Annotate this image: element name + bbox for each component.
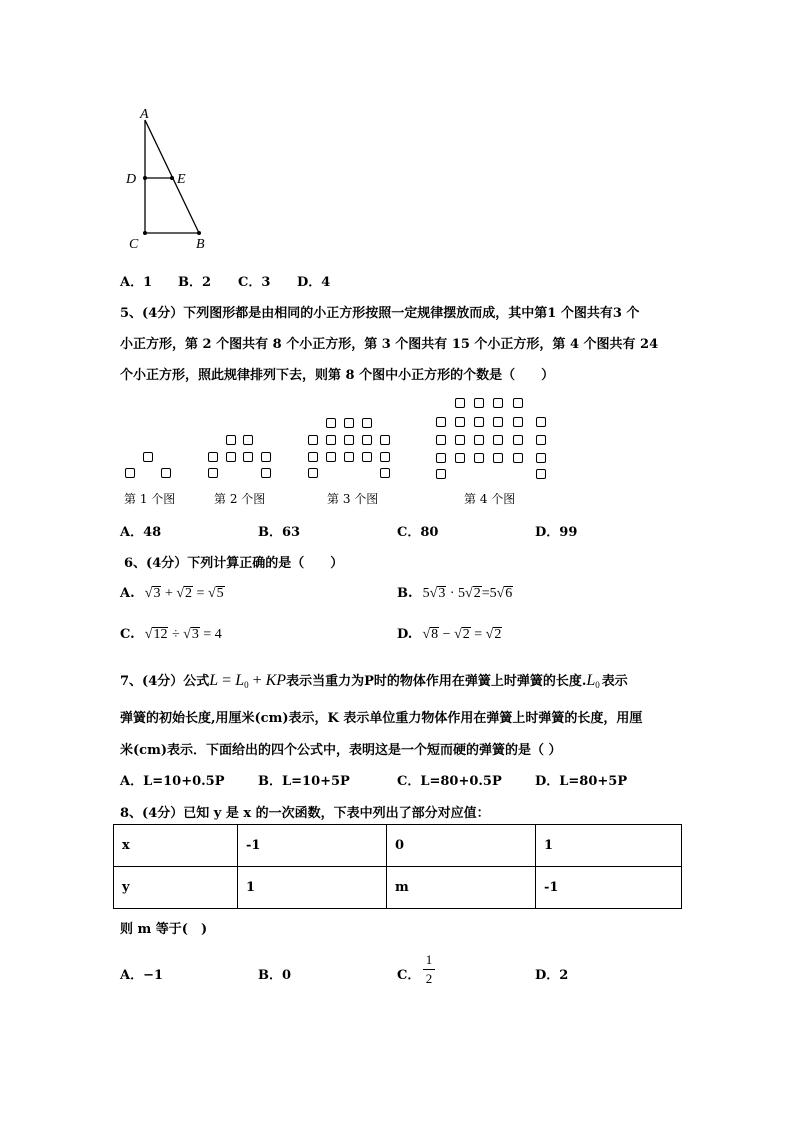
square xyxy=(436,469,446,479)
square xyxy=(125,468,135,478)
q5-stem-line2: 小正方形，第 2 个图共有 8 个小正方形，第 3 个图共有 15 个小正方形，第 4 个图共有 24 xyxy=(120,337,659,352)
square xyxy=(536,417,546,427)
square xyxy=(344,452,354,462)
square xyxy=(308,435,318,445)
q4-option-c[interactable]: C．3 xyxy=(238,275,271,290)
pattern-caption-4: 第 4 个图 xyxy=(464,492,516,506)
square xyxy=(513,398,523,408)
l0-sub: 0 xyxy=(595,680,600,690)
table-row xyxy=(114,867,682,909)
sqrt-icon: √8 xyxy=(422,627,439,642)
square xyxy=(380,435,390,445)
q8-option-c-label: C． xyxy=(397,968,421,983)
formula-l0: L xyxy=(235,672,245,689)
radicand: 5 xyxy=(216,586,224,601)
point-c xyxy=(143,231,147,235)
q6-option-a[interactable] xyxy=(120,586,225,602)
q4-option-d[interactable]: D．4 xyxy=(297,275,331,290)
point-e xyxy=(170,176,174,180)
square xyxy=(326,418,336,428)
q6-option-d[interactable] xyxy=(397,627,502,643)
radicand: 8 xyxy=(431,627,439,642)
table-cell: y xyxy=(114,867,238,909)
pattern-caption-1: 第 1 个图 xyxy=(124,492,176,506)
square xyxy=(308,452,318,462)
square xyxy=(208,468,218,478)
table-cell: x xyxy=(114,825,238,867)
square xyxy=(161,468,171,478)
radicand: 3 xyxy=(191,627,199,642)
square xyxy=(455,453,465,463)
square xyxy=(536,435,546,445)
square xyxy=(344,435,354,445)
radicand: 12 xyxy=(153,627,168,642)
square xyxy=(344,418,354,428)
coefficient: 5 xyxy=(458,586,466,601)
square xyxy=(436,417,446,427)
q8-question: 则 m 等于( ) xyxy=(120,922,208,937)
q5-option-d[interactable]: D．99 xyxy=(535,525,578,540)
square xyxy=(493,398,503,408)
q7-option-b[interactable]: B．L=10+5P xyxy=(258,774,350,789)
square xyxy=(261,452,271,462)
equals: =5 xyxy=(481,586,497,601)
coefficient: 5 xyxy=(422,586,430,601)
equals: = xyxy=(474,627,483,642)
square xyxy=(362,452,372,462)
label-b: B xyxy=(196,237,205,252)
square xyxy=(362,435,372,445)
q6-option-d-label: D. xyxy=(397,627,413,642)
sqrt-icon: √5 xyxy=(207,586,224,601)
operator: − xyxy=(442,627,451,642)
fraction-bar xyxy=(423,969,435,970)
point-d xyxy=(143,176,147,180)
q7-l0 xyxy=(586,672,599,689)
value-table xyxy=(113,824,682,909)
q7-option-d[interactable]: D．L=80+5P xyxy=(535,774,628,789)
square xyxy=(243,452,253,462)
sqrt-icon: √12 xyxy=(144,627,168,642)
square xyxy=(208,452,218,462)
label-c: C xyxy=(129,237,139,252)
sqrt-icon: √3 xyxy=(183,627,199,642)
square xyxy=(436,453,446,463)
radicand: 2 xyxy=(473,586,481,601)
radicand: 2 xyxy=(185,586,193,601)
sqrt-icon: √2 xyxy=(176,586,193,601)
q7-end: 表示 xyxy=(601,674,628,689)
square xyxy=(226,452,236,462)
l0-symbol: L xyxy=(586,672,596,689)
q7-mid: 表示当重力为P时的物体作用在弹簧上时弹簧的长度. xyxy=(286,674,587,689)
sqrt-icon: √6 xyxy=(496,586,513,601)
radicand: 3 xyxy=(153,586,161,601)
square xyxy=(536,469,546,479)
radicand: 2 xyxy=(494,627,502,642)
sqrt-icon: √3 xyxy=(144,586,161,601)
square xyxy=(513,453,523,463)
square xyxy=(436,435,446,445)
q7-option-c[interactable]: C．L=80+0.5P xyxy=(397,774,502,789)
q7-prefix: 7、(4分）公式 xyxy=(120,674,210,689)
point-b xyxy=(197,231,201,235)
square xyxy=(455,417,465,427)
q8-option-c[interactable] xyxy=(397,952,457,992)
pattern-caption-3: 第 3 个图 xyxy=(327,492,379,506)
q4-option-a[interactable]: A．1 xyxy=(120,275,153,290)
q8-option-b[interactable]: B．0 xyxy=(258,968,292,983)
square xyxy=(493,417,503,427)
q7-stem-line2: 弹簧的初始长度,用厘米(cm)表示，K 表示单位重力物体作用在弹簧上时弹簧的长度，用厘 xyxy=(120,711,643,726)
radicand: 6 xyxy=(505,586,513,601)
q5-option-a[interactable]: A．48 xyxy=(120,525,162,540)
sqrt-icon: √2 xyxy=(465,586,481,601)
square xyxy=(536,453,546,463)
q6-option-a-label: A. xyxy=(120,586,135,601)
formula-kp: KP xyxy=(265,672,287,689)
q6-option-c-label: C. xyxy=(120,627,135,642)
formula-sub: 0 xyxy=(244,680,249,690)
square xyxy=(326,452,336,462)
table-cell: -1 xyxy=(536,867,682,909)
table-cell: 0 xyxy=(387,825,536,867)
radicand: 3 xyxy=(438,586,446,601)
q8-option-a[interactable]: A．−1 xyxy=(120,968,164,983)
radicand: 2 xyxy=(462,627,470,642)
formula-l: L xyxy=(209,672,219,689)
triangle-figure xyxy=(120,100,230,255)
square xyxy=(362,418,372,428)
label-a: A xyxy=(140,107,149,122)
sqrt-icon: √2 xyxy=(454,627,470,642)
square xyxy=(261,468,271,478)
sqrt-icon: √2 xyxy=(485,627,502,642)
q7-option-a[interactable]: A．L=10+0.5P xyxy=(120,774,225,789)
q6-option-c[interactable] xyxy=(120,627,222,643)
q6-stem: 6、(4分）下列计算正确的是（ ） xyxy=(124,556,344,571)
square xyxy=(474,417,484,427)
square xyxy=(493,453,503,463)
formula-eq: = xyxy=(218,672,236,689)
q5-option-c[interactable]: C．80 xyxy=(397,525,439,540)
square xyxy=(513,435,523,445)
q7-formula xyxy=(209,672,286,689)
q5-stem-line3: 个小正方形，照此规律排列下去，则第 8 个图中小正方形的个数是（ ） xyxy=(120,368,555,383)
equals: = 4 xyxy=(203,627,222,642)
square xyxy=(380,468,390,478)
table-row xyxy=(114,825,682,867)
square xyxy=(243,435,253,445)
formula-plus: + xyxy=(248,672,266,689)
square xyxy=(326,435,336,445)
q4-option-b[interactable]: B．2 xyxy=(178,275,212,290)
table-cell: -1 xyxy=(238,825,387,867)
table-cell: 1 xyxy=(238,867,387,909)
operator: ÷ xyxy=(171,627,180,642)
denominator: 2 xyxy=(425,971,433,986)
table-cell: 1 xyxy=(536,825,682,867)
square xyxy=(380,452,390,462)
square xyxy=(226,435,236,445)
q7-stem-line3: 米(cm)表示．下面给出的四个公式中，表明这是一个短而硬的弹簧的是（ ） xyxy=(120,743,562,758)
q6-option-b-label: B. xyxy=(397,586,413,601)
fraction xyxy=(423,952,435,987)
q5-option-b[interactable]: B．63 xyxy=(258,525,301,540)
q5-stem-line1: 5、(4分）下列图形都是由相同的小正方形按照一定规律摆放而成，其中第1 个图共有3 个 xyxy=(120,306,640,321)
numerator: 1 xyxy=(425,952,433,967)
square xyxy=(455,398,465,408)
square xyxy=(474,398,484,408)
sqrt-icon: √3 xyxy=(429,586,446,601)
q8-option-d[interactable]: D．2 xyxy=(535,968,569,983)
table-cell: m xyxy=(387,867,536,909)
square xyxy=(493,435,503,445)
q7-stem-line1 xyxy=(120,670,628,690)
equals: = xyxy=(196,586,205,601)
square xyxy=(513,417,523,427)
square xyxy=(308,468,318,478)
square xyxy=(143,452,153,462)
q6-option-b[interactable] xyxy=(397,586,513,602)
operator: · xyxy=(449,586,455,601)
square xyxy=(455,435,465,445)
square xyxy=(474,453,484,463)
q8-stem: 8、(4分）已知 y 是 x 的一次函数，下表中列出了部分对应值： xyxy=(120,806,490,821)
label-d: D xyxy=(126,172,137,187)
square xyxy=(474,435,484,445)
pattern-caption-2: 第 2 个图 xyxy=(214,492,266,506)
operator: + xyxy=(164,586,173,601)
label-e: E xyxy=(177,172,186,187)
